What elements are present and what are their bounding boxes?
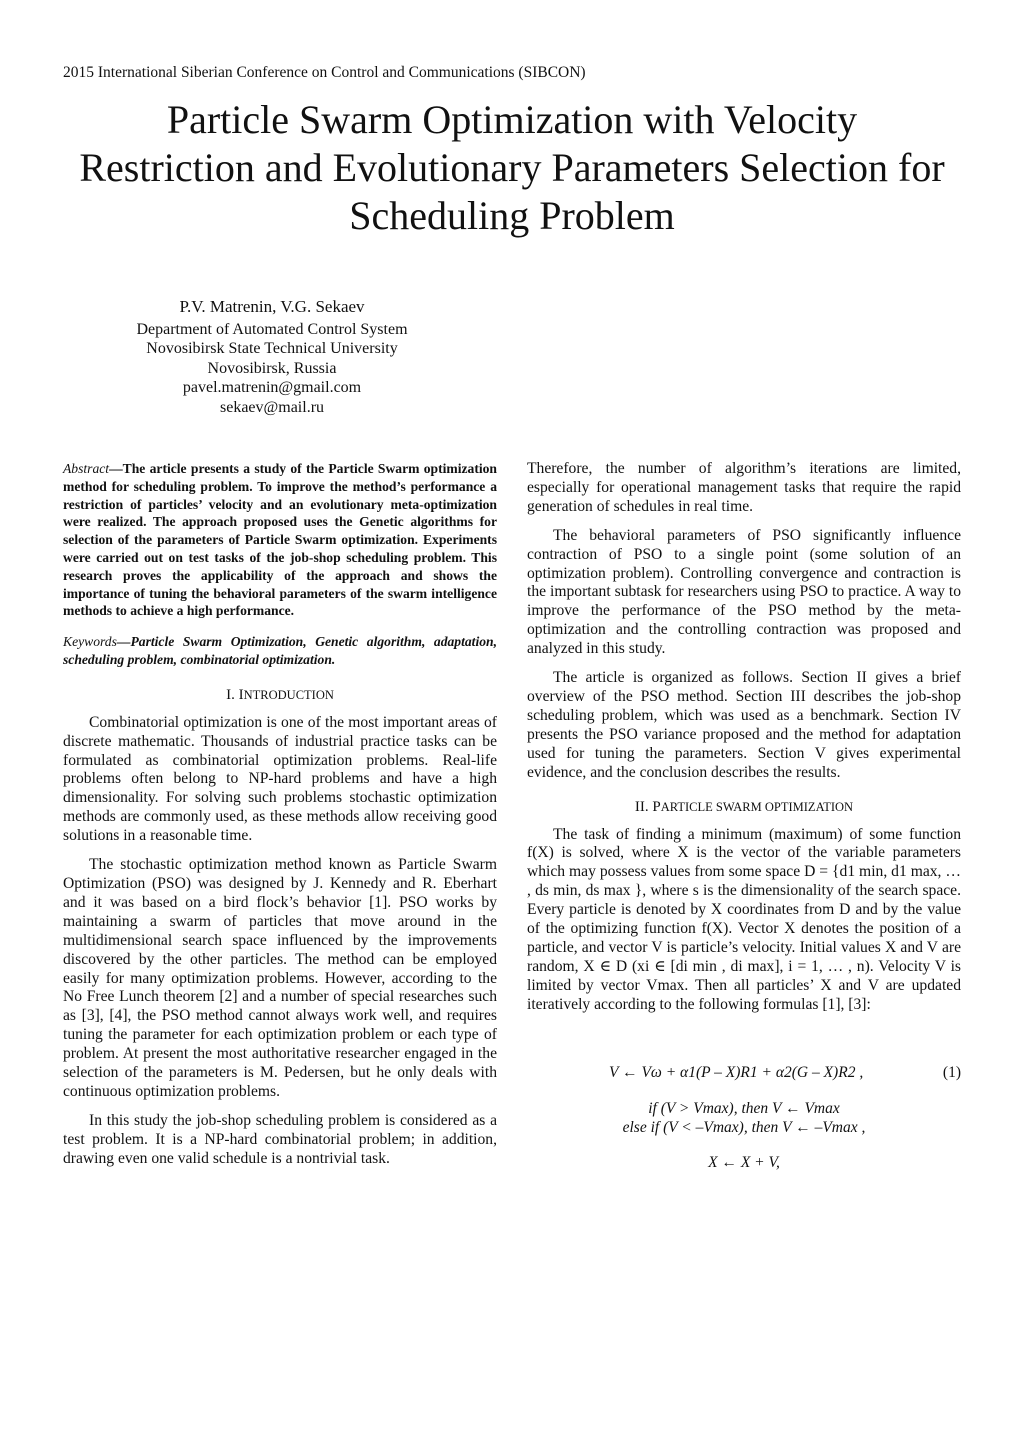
left-column <box>63 460 497 1179</box>
keywords <box>63 633 497 669</box>
abstract <box>63 460 497 620</box>
paragraph: In this study the job-shop scheduling problem is considered as a test problem. It is a NP-hard combinatorial problem; in addition, drawing even one valid schedule is a nontrivial task. <box>63 1111 497 1167</box>
equation-condition: if (V > Vmax), then V ← Vmax <box>648 1099 840 1117</box>
paragraph: Combinatorial optimization is one of the most important areas of discrete mathematic. Thousands of industrial practice tasks can be formulated as combinatorial optimization problems. Real-life problems often belong to NP-hard problems and have a high dimensionality. For solving such problems stochastic optimization methods are commonly used, as these methods allow receiving good solutions in a reasonable time. <box>63 713 497 845</box>
conference-header: 2015 International Siberian Conference on Control and Communications (SIBCON) <box>63 64 586 81</box>
equation-expression: V ← Vω + α1(P – X)R1 + α2(G – X)R2 , <box>609 1063 864 1081</box>
paragraph: The stochastic optimization method known as Particle Swarm Optimization (PSO) was designed by J. Kennedy and R. Eberhart and it was based on a bird flock’s behavior [1]. PSO works by maintaining a swarm of particles that move around in the multidimensional search space influenced by the improvements discovered by the other particles. The method can be employed easily for many optimization problems. However, according to the No Free Lunch theorem [2] and a number of special researches such as [3], [4], the PSO method cannot always work well, and requires tuning the parameter for each optimization problem or each type of problem. At present the most authoritative researcher engaged in the selection of the parameters is M. Pedersen, but he only deals with continuous optimization problems. <box>63 856 497 1100</box>
author-email: pavel.matrenin@gmail.com <box>182 379 362 396</box>
author-city: Novosibirsk, Russia <box>207 359 337 377</box>
keywords-text: —Particle Swarm Optimization, Genetic algorithm, adaptation, scheduling problem, combinatorial optimization. <box>63 634 497 667</box>
author-email: sekaev@mail.ru <box>219 398 325 416</box>
author-department: Department of Automated Control System <box>136 320 408 338</box>
section-heading: II. PARTICLE SWARM OPTIMIZATION <box>634 798 854 815</box>
equation-condition: else if (V < –Vmax), then V ← –Vmax , <box>622 1118 866 1136</box>
paper-title <box>40 96 984 240</box>
equation-update: X ← X + V, <box>708 1153 780 1171</box>
right-column <box>527 460 961 1172</box>
section-heading: I. INTRODUCTION <box>226 686 334 703</box>
title-line: Scheduling Problem <box>349 193 675 238</box>
paragraph: The behavioral parameters of PSO significantly influence contraction of PSO to a single point (some solution of an optimization problem). Controlling convergence and contraction is the important subtask for researchers using PSO to practice. A way to improve the performance of the PSO method by the meta-optimization and the controlling contraction was proposed and analyzed in this study. <box>527 526 961 658</box>
author-block <box>112 297 432 417</box>
keywords-label: Keywords <box>63 634 117 650</box>
author-names: P.V. Matrenin, V.G. Sekaev <box>179 297 365 316</box>
equation-main <box>527 1063 961 1085</box>
abstract-text: —The article presents a study of the Particle Swarm optimization method for scheduling problem. To improve the method’s performance a restriction of particles’ velocity and an evolutionary meta-optimization were realized. The approach proposed uses the Genetic algorithms for selection of the parameters of Particle Swarm optimization. Experiments were carried out on test tasks of the job-shop scheduling problem. This research proves the applicability of the approach and shows the importance of tuning the behavioral parameters of the swarm intelligence methods to achieve a high performance. <box>63 461 497 619</box>
title-line: Particle Swarm Optimization with Velocity <box>166 97 858 142</box>
paragraph: The task of finding a minimum (maximum) of some function f(X) is solved, where X is the vector of the variable parameters which may possess values from some space D = {d1 min, d1 max, … , ds min, ds max }, where s is the dimensionality of the search space. Every particle is denoted by X coordinates from D and by the value of the optimizing function f(X). Vector X denotes the position of a particle, and vector V is particle’s velocity. Initial values X and V are random, X ∈ D (xi ∈ [di min , di max], i = 1, … , n). Velocity V is limited by vector Vmax. Then all particles’ X and V are updated iteratively according to the following formulas [1], [3]: <box>527 825 961 1013</box>
abstract-label: Abstract <box>63 461 110 476</box>
paragraph: Therefore, the number of algorithm’s iterations are limited, especially for operational management tasks that require the rapid generation of schedules in real time. <box>527 460 961 515</box>
equation <box>527 1063 961 1172</box>
title-line: Restriction and Evolutionary Parameters Selection for <box>79 145 945 190</box>
author-university: Novosibirsk State Technical University <box>146 340 398 357</box>
equation-conditions <box>527 1099 961 1137</box>
paragraph: The article is organized as follows. Section II gives a brief overview of the PSO method. Section III describes the job-shop scheduling problem, which was used as a benchmark. Section IV presents the PSO variance proposed and the method for adaptation used for tuning the parameters. Section V gives experimental evidence, and the conclusion describes the results. <box>527 669 961 781</box>
equation-number: (1) <box>942 1063 961 1081</box>
